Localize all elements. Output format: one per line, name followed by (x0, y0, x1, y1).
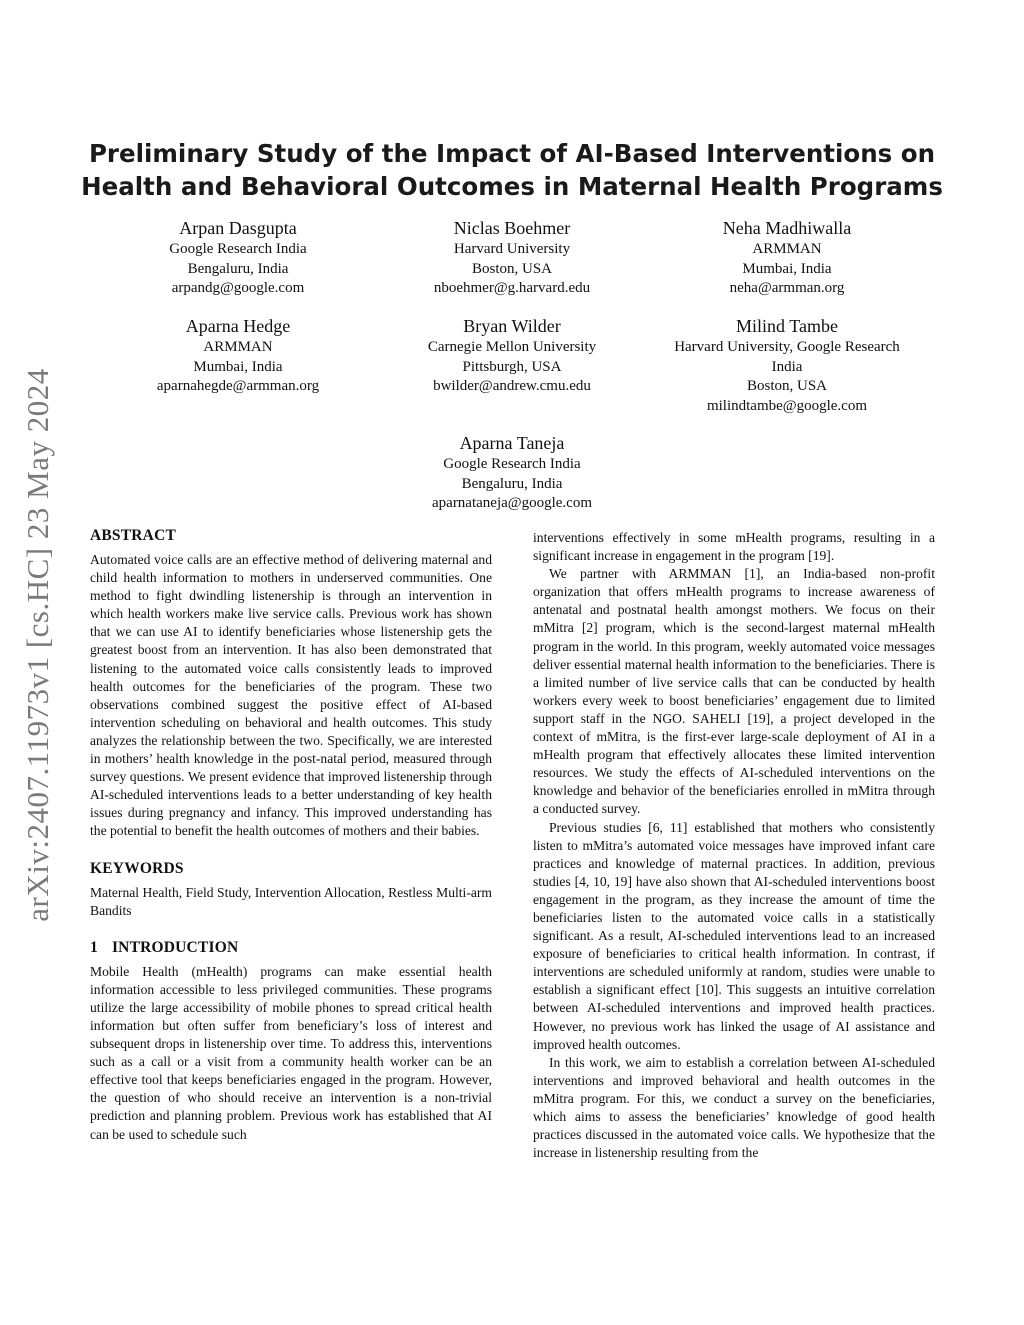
arxiv-identifier-text: arXiv:2407.11973v1 [cs.HC] 23 May 2024 (20, 368, 55, 922)
intro-paragraph-3: Previous studies [6, 11] established that mothers who consistently listen to mMitra’s automated voice messages have improved infant care practices and knowledge of maternal practices. In addition, previous studies [4, 10, 19] have also shown that AI-scheduled interventions boost engagement in the program, as they increase the amount of time the beneficiaries listen to the automated voice calls in a statistically significant. As a result, AI-scheduled interventions lead to an increased exposure of beneficiaries to critical health information. In contrast, if interventions are scheduled uniformly at random, studies were unable to establish a significant effect [10]. This suggests an intuitive correlation between AI-scheduled interventions and improved health practices. However, no previous work has linked the usage of AI assistance and improved health outcomes. (533, 819, 935, 1052)
author-block (362, 432, 662, 514)
author-email: milindtambe@google.com (706, 397, 868, 414)
author-email: neha@armman.org (729, 280, 845, 296)
intro-paragraph-1: Mobile Health (mHealth) programs can make essential health information accessible to less privileged communities. These programs utilize the large accessibility of mobile phones to spread critical health information but often suffer from beneficiary’s loss of interest and subsequent drops in listenership over time. To address this, interventions such as a call or a visit from a community health worker can be an effective tool that keeps beneficiaries engaged in the program. However, the question of who should receive an intervention is a non-trivial prediction and planning problem. Previous work has established that AI can be used to schedule such (90, 963, 492, 1142)
author-block (362, 315, 662, 397)
author-email: arpandg@google.com (171, 280, 305, 296)
author-affiliation: Google Research India (169, 241, 307, 257)
keywords-heading: KEYWORDS (90, 859, 184, 877)
author-location: Pittsburgh, USA (462, 358, 562, 375)
author-email: bwilder@andrew.cmu.edu (433, 378, 591, 394)
keywords-text: Maternal Health, Field Study, Intervention Allocation, Restless Multi-arm Bandits (90, 884, 492, 918)
author-affiliation: Google Research India (443, 456, 581, 472)
author-location: Bengaluru, India (187, 260, 289, 277)
title-line-2: Health and Behavioral Outcomes in Maternal Health Programs (81, 172, 943, 201)
author-affiliation: Harvard University (453, 241, 571, 257)
title-line-1: Preliminary Study of the Impact of AI-Based Interventions on (88, 139, 936, 168)
intro-paragraph-4: In this work, we aim to establish a correlation between AI-scheduled interventions and improved behavioral and health outcomes in the mMitra program. For this, we conduct a survey on the beneficiaries, which aims to assess the beneficiaries’ knowledge of good health practices discussed in the automated voice calls. We hypothesize that the increase in listenership resulting from the (533, 1054, 935, 1161)
author-block (88, 217, 388, 299)
intro-paragraph-2: We partner with ARMMAN [1], an India-based non-profit organization that offers mHealth programs to increase awareness of antenatal and postnatal health amongst mothers. We focus on their mMitra [2] program, which is the second-largest maternal mHealth program in the world. In this program, weekly automated voice messages deliver essential maternal health information to the beneficiaries. There is a limited number of live service calls that can be conducted by health workers every week to boost beneficiaries’ engagement due to limited support staff in the NGO. SAHELI [19], a project developed in the context of mMitra, is the first-ever large-scale deployment of AI in a mHealth program that effectively allocates these limited intervention resources. We study the effects of AI-scheduled interventions on the knowledge and behavior of the beneficiaries enrolled in mMitra through a conducted survey. (533, 566, 935, 817)
section-title: INTRODUCTION (111, 938, 239, 956)
author-block (362, 217, 662, 299)
author-name: Niclas Boehmer (453, 218, 571, 238)
right-column (533, 529, 935, 1162)
abstract-heading: ABSTRACT (90, 527, 177, 544)
author-name: Arpan Dasgupta (179, 218, 297, 238)
author-location: Mumbai, India (742, 260, 832, 277)
author-location: Mumbai, India (193, 358, 283, 375)
author-name: Aparna Taneja (459, 433, 565, 453)
author-location: Boston, USA (471, 260, 553, 277)
intro-paragraph-1-continued: interventions effectively in some mHealth programs, resulting in a significant increase in engagement in the program [19]. (533, 530, 935, 564)
arxiv-identifier (16, 345, 60, 945)
author-block (637, 217, 937, 299)
author-email: aparnahegde@armman.org (156, 378, 320, 394)
author-affiliation-cont: India (771, 358, 803, 375)
author-block (637, 315, 937, 416)
left-column (90, 526, 492, 1144)
author-email: aparnataneja@google.com (432, 495, 592, 511)
author-email: nboehmer@g.harvard.edu (433, 280, 591, 296)
author-affiliation: ARMMAN (203, 339, 273, 355)
author-block (88, 315, 388, 397)
author-affiliation: Harvard University, Google Research (674, 339, 900, 355)
author-name: Aparna Hedge (185, 316, 291, 336)
author-affiliation: ARMMAN (752, 241, 822, 257)
section-heading-introduction (90, 938, 492, 957)
author-location: Bengaluru, India (461, 475, 563, 492)
section-number: 1 (90, 938, 98, 956)
abstract-text: Automated voice calls are an effective method of delivering maternal and child health information to mothers in underserved communities. One method to fight dwindling listenership is through an intervention in which health workers make live service calls. Previous work has shown that we can use AI to identify beneficiaries whose listenership gets the greatest boost from an intervention. It has also been demonstrated that listening to the automated voice calls consistently leads to improved health outcomes for the beneficiaries of the program. These two observations combined suggest the positive effect of AI-based intervention scheduling on behavioral and health outcomes. This study analyzes the relationship between the two. Specifically, we are interested in mothers’ health knowledge in the post-natal period, measured through survey questions. We present evidence that improved listenership through AI-scheduled interventions leads to a better understanding of key health issues during pregnancy and infancy. This improved understanding has the potential to benefit the health outcomes of mothers and their babies. (90, 552, 492, 839)
paper-title (60, 137, 964, 203)
author-name: Milind Tambe (736, 316, 838, 336)
author-name: Neha Madhiwalla (722, 218, 852, 238)
author-affiliation: Carnegie Mellon University (427, 339, 597, 355)
author-name: Bryan Wilder (463, 316, 561, 336)
author-location: Boston, USA (746, 378, 828, 394)
